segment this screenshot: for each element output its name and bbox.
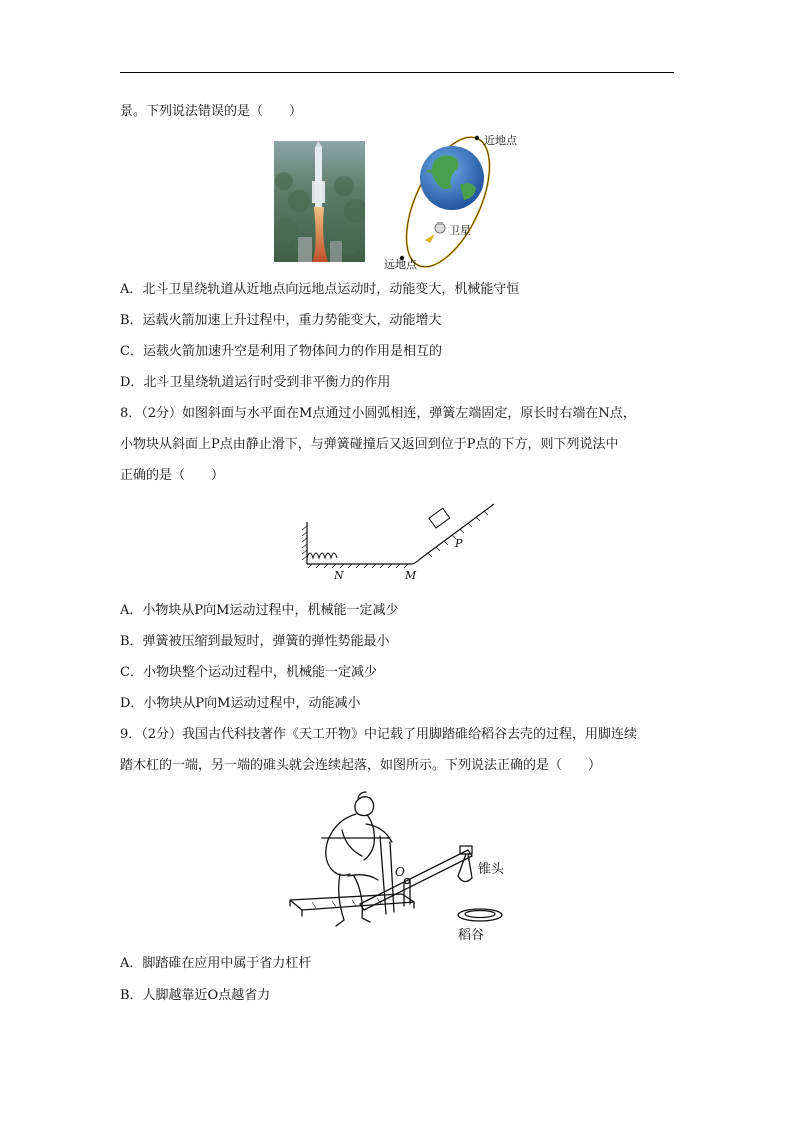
satellite-label: 卫星 <box>449 224 471 237</box>
q9-stem-line-1: 9．（2分）我国古代科技著作《天工开物》中记载了用脚踏碓给稻谷去壳的过程，用脚连续 <box>120 727 638 742</box>
perigee-label: 近地点 <box>484 134 517 147</box>
point-p-label: P <box>455 537 463 550</box>
point-m-label: M <box>405 569 417 582</box>
foot-pestle-illustration <box>282 790 522 945</box>
header-rule <box>120 72 674 73</box>
apogee-label: 远地点 <box>384 258 417 271</box>
q8-option-c: C．小物块整个运动过程中，机械能一定减少 <box>120 665 377 680</box>
rice-label: 稻谷 <box>458 928 485 943</box>
q9-option-b: B．人脚越靠近O点越省力 <box>120 988 271 1003</box>
q8-stem-line-3: 正确的是（ ） <box>120 468 225 483</box>
point-n-label: N <box>334 569 344 582</box>
pivot-o-label: O <box>395 865 405 879</box>
q8-stem-line-2: 小物块从斜面上P点由静止滑下，与弹簧碰撞后又返回到位于P点的下方，则下列说法中 <box>120 437 619 452</box>
q8-stem-line-1: 8．（2分）如图斜面与水平面在M点通过小圆弧相连，弹簧左端固定，原长时右端在N点， <box>120 406 636 421</box>
question-7-stem-end: 景。下列说法错误的是（ ） <box>120 104 303 119</box>
hammer-head-label: 锥头 <box>478 862 505 877</box>
q7-option-d: D．北斗卫星绕轨道运行时受到非平衡力的作用 <box>120 375 391 390</box>
rocket-launch-photo <box>274 141 365 262</box>
q8-option-b: B．弹簧被压缩到最短时，弹簧的弹性势能最小 <box>120 634 390 649</box>
q9-stem-line-2: 踏木杠的一端，另一端的碓头就会连续起落，如图所示。下列说法正确的是（ ） <box>120 758 602 773</box>
satellite-orbit-diagram <box>384 130 540 272</box>
q9-option-a: A．脚踏碓在应用中属于省力杠杆 <box>120 956 312 971</box>
q8-option-d: D．小物块从P向M运动过程中，动能减小 <box>120 696 361 711</box>
q7-option-b: B．运载火箭加速上升过程中，重力势能变大，动能增大 <box>120 313 442 328</box>
q7-option-a: A．北斗卫星绕轨道从近地点向远地点运动时，动能变大，机械能守恒 <box>120 282 520 297</box>
q7-option-c: C．运载火箭加速升空是利用了物体间力的作用是相互的 <box>120 344 442 359</box>
spring-incline-diagram <box>300 500 500 586</box>
q8-option-a: A．小物块从P向M运动过程中，机械能一定减少 <box>120 603 399 618</box>
